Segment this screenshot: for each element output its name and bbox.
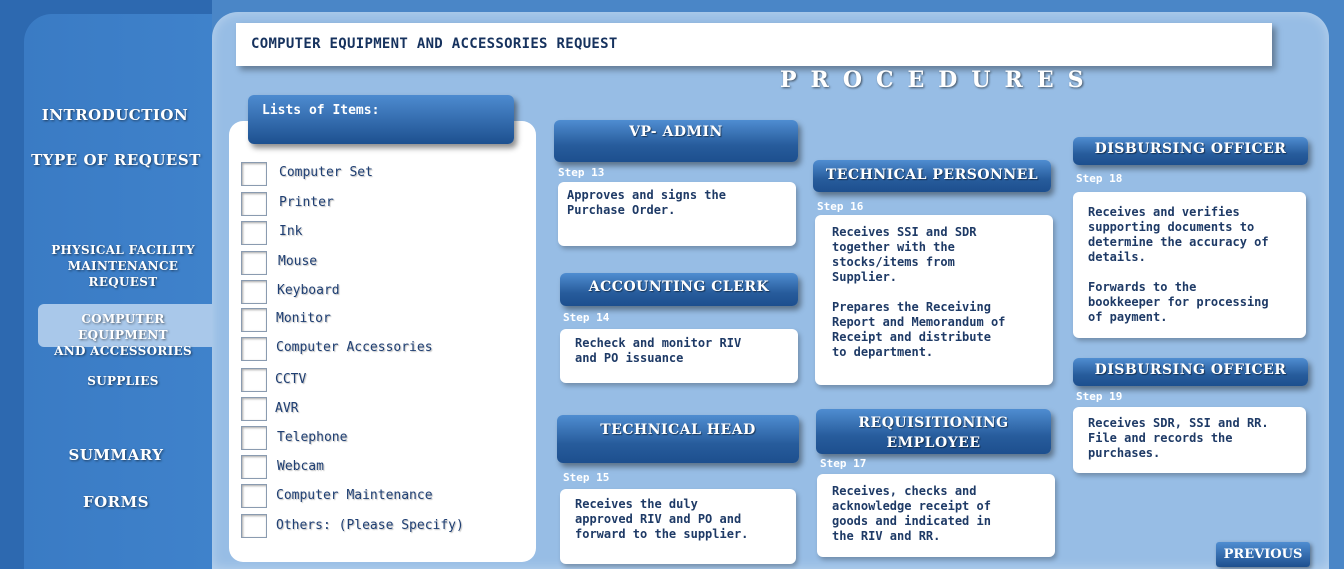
item-label-computer-set: Computer Set	[279, 165, 373, 180]
sidebar-item-physical-facility[interactable]: PHYSICAL FACILITY MAINTENANCE REQUEST	[51, 243, 195, 289]
previous-button[interactable]: PREVIOUS	[1216, 542, 1310, 567]
item-label-printer: Printer	[279, 195, 334, 210]
step-14-description: Recheck and monitor RIV and PO issuance	[560, 329, 798, 383]
step-19-description: Receives SDR, SSI and RR. File and records the purchases.	[1073, 407, 1306, 473]
item-label-computer-maintenance: Computer Maintenance	[276, 488, 433, 503]
checkbox-monitor[interactable]	[241, 308, 267, 332]
step-15-description: Receives the duly approved RIV and PO and forward to the supplier.	[560, 489, 796, 564]
sidebar-item-summary[interactable]: SUMMARY	[68, 446, 164, 464]
checkbox-computer-set[interactable]	[241, 162, 267, 186]
item-label-keyboard: Keyboard	[277, 283, 340, 298]
step-19-label: Step 19	[1076, 390, 1123, 403]
checkbox-printer[interactable]	[241, 192, 267, 216]
item-label-cctv: CCTV	[275, 372, 307, 387]
step-13-role-header: VP- ADMIN	[554, 120, 798, 162]
step-13-label: Step 13	[558, 166, 605, 179]
item-label-mouse: Mouse	[278, 254, 318, 269]
checkbox-mouse[interactable]	[241, 251, 267, 275]
checkbox-ink[interactable]	[241, 221, 267, 245]
items-list-title: Lists of Items:	[262, 103, 380, 118]
step-18-description: Receives and verifies supporting documents to determine the accuracy of details. Forwards to the bookkeeper for processing of payment.	[1073, 192, 1306, 338]
step-16-label: Step 16	[817, 200, 864, 213]
item-label-webcam: Webcam	[277, 459, 324, 474]
step-15-label: Step 15	[563, 471, 610, 484]
step-16-role-header: TECHNICAL PERSONNEL	[813, 160, 1051, 192]
item-label-others: Others: (Please Specify)	[276, 518, 464, 533]
checkbox-avr[interactable]	[241, 397, 267, 421]
step-15-role-header: TECHNICAL HEAD	[557, 415, 799, 463]
step-18-role-header: DISBURSING OFFICER	[1073, 137, 1308, 165]
sidebar-item-computer-equipment[interactable]: COMPUTER EQUIPMENT AND ACCESSORIES	[54, 312, 192, 358]
step-17-label: Step 17	[820, 457, 867, 470]
checkbox-others[interactable]	[241, 514, 267, 538]
step-14-label: Step 14	[563, 311, 610, 324]
sidebar-item-forms[interactable]: FORMS	[82, 493, 150, 511]
step-17-description: Receives, checks and acknowledge receipt of goods and indicated in the RIV and RR.	[817, 474, 1055, 557]
item-label-ink: Ink	[279, 224, 303, 239]
sidebar-item-supplies[interactable]: SUPPLIES	[87, 374, 159, 388]
checkbox-computer-maintenance[interactable]	[241, 484, 267, 508]
step-14-role-header: ACCOUNTING CLERK	[560, 273, 798, 306]
step-16-description: Receives SSI and SDR together with the stocks/items from Supplier. Prepares the Receiving Report and Memorandum of Receipt and distribute to department.	[815, 215, 1053, 385]
step-19-role-header: DISBURSING OFFICER	[1073, 358, 1308, 386]
item-label-monitor: Monitor	[276, 311, 331, 326]
checkbox-telephone[interactable]	[241, 426, 267, 450]
step-13-description: Approves and signs the Purchase Order.	[558, 182, 796, 246]
sidebar-item-type-of-request[interactable]: TYPE OF REQUEST	[31, 151, 201, 169]
item-label-avr: AVR	[275, 401, 299, 416]
sidebar-item-introduction[interactable]: INTRODUCTION	[41, 106, 189, 124]
checkbox-cctv[interactable]	[241, 368, 267, 392]
sidebar-panel	[24, 14, 212, 569]
page-title: COMPUTER EQUIPMENT AND ACCESSORIES REQUEST	[251, 36, 618, 52]
checkbox-webcam[interactable]	[241, 455, 267, 479]
checkbox-keyboard[interactable]	[241, 280, 267, 304]
checkbox-computer-accessories[interactable]	[241, 337, 267, 361]
item-label-computer-accessories: Computer Accessories	[276, 340, 433, 355]
procedures-heading: PROCEDURES	[780, 67, 1098, 93]
step-18-label: Step 18	[1076, 172, 1123, 185]
item-label-telephone: Telephone	[277, 430, 348, 445]
step-17-role-header: REQUISITIONING EMPLOYEE	[816, 409, 1051, 454]
